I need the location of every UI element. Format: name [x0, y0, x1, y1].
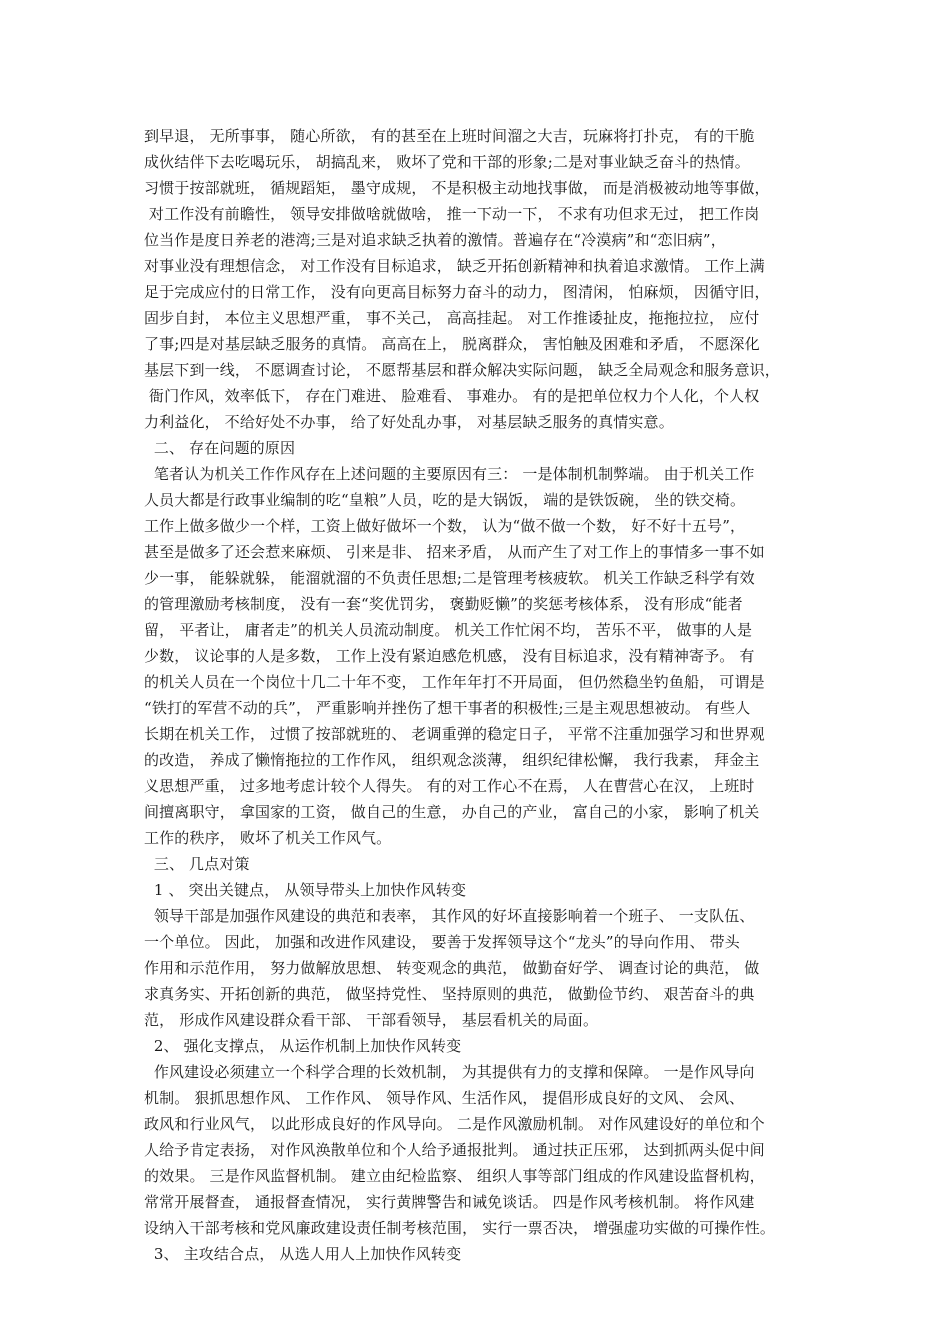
text-line: 留， 平者让， 庸者走”的机关人员流动制度。 机关工作忙闲不均， 苦乐不平， 做事的人是 — [144, 621, 753, 639]
text-line: 作风建设必须建立一个科学合理的长效机制， 为其提供有力的支撑和保障。 一是作风导向 — [144, 1063, 755, 1081]
text-line: 的机关人员在一个岗位十几二十年不变， 工作年年打不开局面， 但仍然稳坐钓鱼船， 可谓是 — [144, 673, 765, 691]
section-heading: 二、 存在问题的原因 — [144, 439, 296, 457]
text-line: 到早退， 无所事事， 随心所欲， 有的甚至在上班时间溜之大吉，玩麻将打扑克， 有的干脆 — [144, 127, 755, 145]
text-line: 工作的秩序， 败坏了机关工作风气。 — [144, 829, 392, 847]
text-line: 少一事， 能躲就躲， 能溜就溜的不负责任思想;二是管理考核疲软。 机关工作缺乏科学有效 — [144, 569, 755, 587]
text-line: 一个单位。 因此， 加强和改进作风建设， 要善于发挥领导这个“龙头”的导向作用、 带头 — [144, 933, 740, 951]
text-line: 常常开展督查， 通报督查情况， 实行黄牌警告和诫免谈话。 四是作风考核机制。 将作风建 — [144, 1193, 755, 1211]
text-line: 作用和示范作用， 努力做解放思想、 转变观念的典范， 做勤奋好学、 调查讨论的典范， 做 — [144, 959, 760, 977]
subsection-heading: 2、 强化支撑点， 从运作机制上加快作风转变 — [144, 1037, 462, 1055]
section-heading: 三、 几点对策 — [144, 855, 250, 873]
text-line: “铁打的军营不动的兵”， 严重影响并挫伤了想干事者的积极性;三是主观思想被动。 有些人 — [144, 699, 751, 717]
text-line: 基层下到一线， 不愿调查讨论， 不愿帮基层和群众解决实际问题， 缺乏全局观念和服务意识， — [144, 361, 780, 379]
text-line: 习惯于按部就班， 循规蹈矩， 墨守成规， 不是积极主动地找事做， 而是消极被动地等事做， — [144, 179, 770, 197]
text-line: 笔者认为机关工作作风存在上述问题的主要原因有三： 一是体制机制弊端。 由于机关工作 — [144, 465, 755, 483]
text-line: 对事业没有理想信念， 对工作没有目标追求， 缺乏开拓创新精神和执着追求激情。 工作上满 — [144, 257, 765, 275]
text-line: 政风和行业风气， 以此形成良好的作风导向。 二是作风激励机制。 对作风建设好的单位和个 — [144, 1115, 765, 1133]
text-line: 固步自封， 本位主义思想严重， 事不关己， 高高挂起。 对工作推诿扯皮，拖拖拉拉， 应付 — [144, 309, 760, 327]
text-line: 位当作是度日养老的港湾;三是对追求缺乏执着的激情。普遍存在“冷漠病”和“恋旧病”， — [144, 231, 726, 249]
text-line: 机制。 狠抓思想作风、 工作作风、 领导作风、生活作风， 提倡形成良好的文风、 会风、 — [144, 1089, 745, 1107]
text-line: 工作上做多做少一个样，工资上做好做坏一个数， 认为“做不做一个数， 好不好十五号”， — [144, 517, 746, 535]
text-line: 设纳入干部考核和党风廉政建设责任制考核范围， 实行一票否决， 增强虚功实做的可操作性。 — [144, 1219, 775, 1237]
text-line: 足于完成应付的日常工作， 没有向更高目标努力奋斗的动力， 图清闲， 怕麻烦， 因循守旧， — [144, 283, 770, 301]
text-line: 对工作没有前瞻性， 领导安排做啥就做啥， 推一下动一下， 不求有功但求无过， 把工作岗 — [144, 205, 760, 223]
subsection-heading: 1 、 突出关键点， 从领导带头上加快作风转变 — [144, 881, 467, 899]
text-line: 范， 形成作风建设群众看干部、 干部看领导， 基层看机关的局面。 — [144, 1011, 599, 1029]
text-line: 甚至是做多了还会惹来麻烦、 引来是非、 招来矛盾， 从而产生了对工作上的事情多一事不如 — [144, 543, 765, 561]
text-line: 成伙结伴下去吃喝玩乐， 胡搞乱来， 败坏了党和干部的形象;二是对事业缺乏奋斗的热情。 — [144, 153, 750, 171]
text-line: 衙门作风，效率低下， 存在门难进、 脸难看、 事难办。 有的是把单位权力个人化，个人权 — [144, 387, 760, 405]
text-line: 长期在机关工作， 过惯了按部就班的、 老调重弹的稳定日子， 平常不注重加强学习和世界观 — [144, 725, 765, 743]
text-line: 人员大都是行政事业编制的吃“皇粮”人员，吃的是大锅饭， 端的是铁饭碗， 坐的铁交椅。 — [144, 491, 746, 509]
text-line: 的改造， 养成了懒惰拖拉的工作作风， 组织观念淡薄， 组织纪律松懈， 我行我素， 拜金主 — [144, 751, 760, 769]
text-line: 了事;四是对基层缺乏服务的真情。 高高在上， 脱离群众， 害怕触及困难和矛盾， 不愿深化 — [144, 335, 760, 353]
subsection-heading: 3、 主攻结合点， 从选人用人上加快作风转变 — [144, 1245, 462, 1263]
text-line: 力利益化， 不给好处不办事， 给了好处乱办事， 对基层缺乏服务的真情实意。 — [144, 413, 674, 431]
text-line: 间擅离职守， 拿国家的工资， 做自己的生意， 办自己的产业， 富自己的小家， 影响了机关 — [144, 803, 760, 821]
text-line: 求真务实、开拓创新的典范， 做坚持党性、 坚持原则的典范， 做勤俭节约、 艰苦奋斗的典 — [144, 985, 755, 1003]
text-line: 义思想严重， 过多地考虑计较个人得失。 有的对工作心不在焉， 人在曹营心在汉， 上班时 — [144, 777, 755, 795]
text-line: 的效果。 三是作风监督机制。 建立由纪检监察、 组织人事等部门组成的作风建设监督机构， — [144, 1167, 765, 1185]
text-line: 的管理激励考核制度， 没有一套“奖优罚劣， 褒勤贬懒”的奖惩考核体系， 没有形成“能者 — [144, 595, 743, 613]
text-line: 人给予肯定表扬， 对作风涣散单位和个人给予通报批判。 通过扶正压邪， 达到抓两头促中间 — [144, 1141, 765, 1159]
text-line: 少数， 议论事的人是多数， 工作上没有紧迫感危机感， 没有目标追求，没有精神寄予。 有 — [144, 647, 755, 665]
text-line: 领导干部是加强作风建设的典范和表率， 其作风的好坏直接影响着一个班子、 一支队伍、 — [144, 907, 755, 925]
